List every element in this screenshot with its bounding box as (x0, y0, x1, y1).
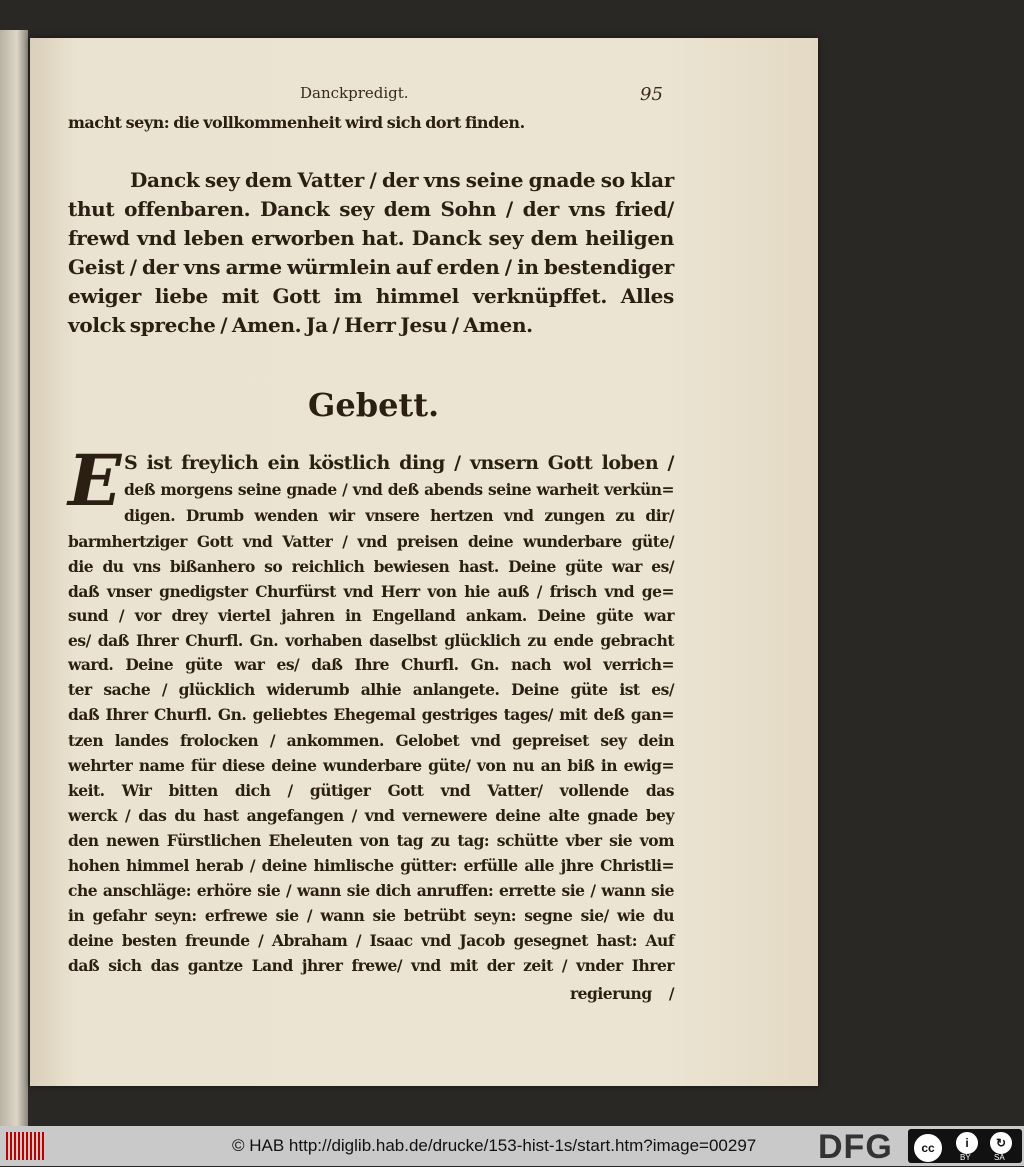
hab-logo-icon (6, 1132, 46, 1160)
text-line: werck / das du hast angefangen / vnd vernewere deine alte gnade bey (68, 806, 674, 825)
decorated-initial: E (68, 439, 122, 522)
text-line: den newen Fürstlichen Eheleuten von tag zu tag: schütte vber sie vom (68, 831, 674, 850)
text-line: keit. Wir bitten dich / gütiger Gott vnd Vatter/ vollende das (68, 781, 674, 800)
text-line: hohen himmel herab / deine himlische gütter: erfülle alle jhre Christli= (68, 856, 674, 875)
text-line: barmhertziger Gott vnd Vatter / vnd preisen deine wunderbare güte/ (68, 532, 674, 551)
cc-icon: cc (914, 1134, 942, 1162)
text-line: in gefahr seyn: erfrewe sie / wann sie betrübt seyn: segne sie/ wie du (68, 906, 674, 925)
text-line: digen. Drumb wenden wir vnsere hertzen vnd zungen zu dir/ (124, 506, 674, 525)
footer-bar (0, 1126, 1024, 1166)
adjacent-page-edge (0, 30, 28, 1126)
dfg-logo: DFG (818, 1128, 893, 1166)
by-icon: i (956, 1132, 978, 1154)
text-line: ter sache / glücklich widerumb alhie anlangete. Deine güte ist es/ (68, 680, 674, 699)
cc-license-badge[interactable] (908, 1129, 1022, 1163)
page-number: 95 (640, 84, 663, 105)
text-line: sund / vor drey viertel jahren in Engelland ankam. Deine güte war (68, 606, 674, 625)
sa-label: SA (994, 1153, 1005, 1162)
text-line: thut offenbaren. Danck sey dem Sohn / der vns fried/ (68, 197, 674, 221)
sa-icon: ↻ (990, 1132, 1012, 1154)
text-line: volck spreche / Amen. Ja / Herr Jesu / Amen. (68, 313, 533, 337)
text-line: daß vnser gnedigster Churfürst vnd Herr von hie auß / frisch vnd ge= (68, 582, 674, 601)
text-line: macht seyn: die vollkommenheit wird sich dort finden. (68, 113, 525, 132)
text-line: S ist freylich ein köstlich ding / vnsern Gott loben / (124, 452, 674, 474)
text-line: es/ daß Ihrer Churfl. Gn. vorhaben daselbst glücklich zu ende gebracht (68, 631, 674, 650)
copyright-link[interactable]: © HAB http://diglib.hab.de/drucke/153-hist-1s/start.htm?image=00297 (232, 1136, 757, 1155)
text-line: Geist / der vns arme würmlein auf erden / in bestendiger (68, 255, 674, 279)
text-line: deß morgens seine gnade / vnd deß abends seine warheit verkün= (124, 480, 674, 499)
section-title: Gebett. (308, 386, 440, 424)
text-line: ewiger liebe mit Gott im himmel verknüpffet. Alles (68, 284, 674, 308)
by-label: BY (960, 1153, 971, 1162)
text-line: tzen landes frolocken / ankommen. Gelobet vnd gepreiset sey dein (68, 731, 674, 750)
text-line: deine besten freunde / Abraham / Isaac vnd Jacob gesegnet hast: Auf (68, 931, 674, 950)
text-line: regierung / (570, 984, 674, 1003)
text-line: frewd vnd leben erworben hat. Danck sey dem heiligen (68, 226, 674, 250)
running-head: Danckpredigt. (300, 84, 409, 102)
text-line: daß Ihrer Churfl. Gn. geliebtes Ehegemal gestriges tages/ mit deß gan= (68, 705, 674, 724)
text-line: daß sich das gantze Land jhrer frewe/ vnd mit der zeit / vnder Ihrer (68, 956, 674, 975)
text-line: Danck sey dem Vatter / der vns seine gnade so klar (130, 168, 674, 192)
text-line: wehrter name für diese deine wunderbare güte/ von nu an biß in ewig= (68, 756, 674, 775)
text-line: ward. Deine güte war es/ daß Ihre Churfl. Gn. nach wol verrich= (68, 655, 674, 674)
text-line: die du vns bißanhero so reichlich bewiesen hast. Deine güte war es/ (68, 557, 674, 576)
text-line: che anschläge: erhöre sie / wann sie dich anruffen: errette sie / wann sie (68, 881, 674, 900)
